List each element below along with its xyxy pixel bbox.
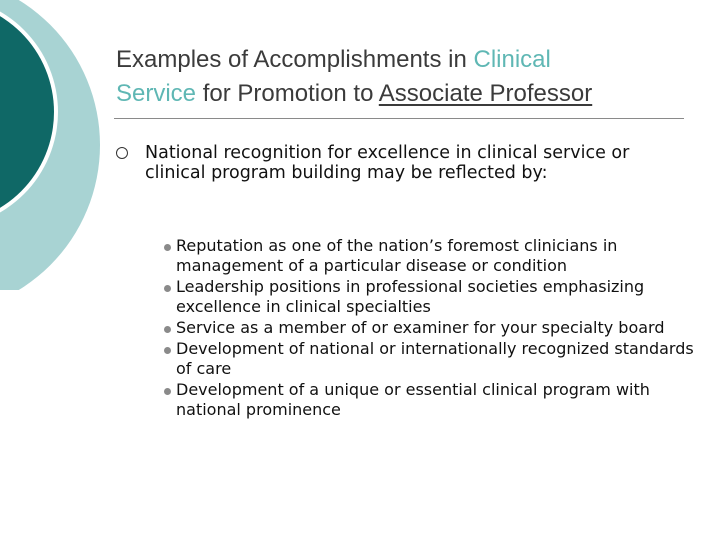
bullet-dot-icon	[164, 388, 171, 395]
title-part-2: for Promotion to	[196, 80, 379, 107]
list-item	[170, 318, 710, 338]
sub-point-text: Development of a unique or essential clinical program with national prominence	[176, 380, 650, 419]
title-divider	[114, 118, 684, 119]
sub-point-list	[170, 236, 710, 421]
slide-title	[116, 43, 696, 111]
list-item	[170, 236, 710, 276]
list-item	[170, 339, 710, 379]
bullet-dot-icon	[164, 285, 171, 292]
title-accent-service: Service	[116, 80, 197, 107]
title-accent-clinical: Clinical	[473, 46, 551, 73]
sub-point-text: Leadership positions in professional societies emphasizing excellence in clinical specialties	[176, 277, 645, 316]
list-item	[170, 277, 710, 317]
bullet-dot-icon	[164, 244, 171, 251]
hollow-circle-bullet-icon	[116, 147, 128, 159]
sub-point-text: Service as a member of or examiner for your specialty board	[176, 318, 665, 337]
bullet-dot-icon	[164, 347, 171, 354]
bullet-dot-icon	[164, 326, 171, 333]
decorative-circles	[0, 0, 110, 290]
title-part-1: Examples of Accomplishments in	[116, 46, 474, 73]
list-item	[170, 380, 710, 420]
main-point: National recognition for excellence in clinical service or clinical program building may be reflected by:	[145, 143, 630, 183]
sub-point-text: Reputation as one of the nation’s foremost clinicians in management of a particular disease or condition	[176, 236, 618, 275]
sub-point-text: Development of national or internationally recognized standards of care	[176, 339, 694, 378]
title-underlined-rank: Associate Professor	[378, 80, 593, 107]
